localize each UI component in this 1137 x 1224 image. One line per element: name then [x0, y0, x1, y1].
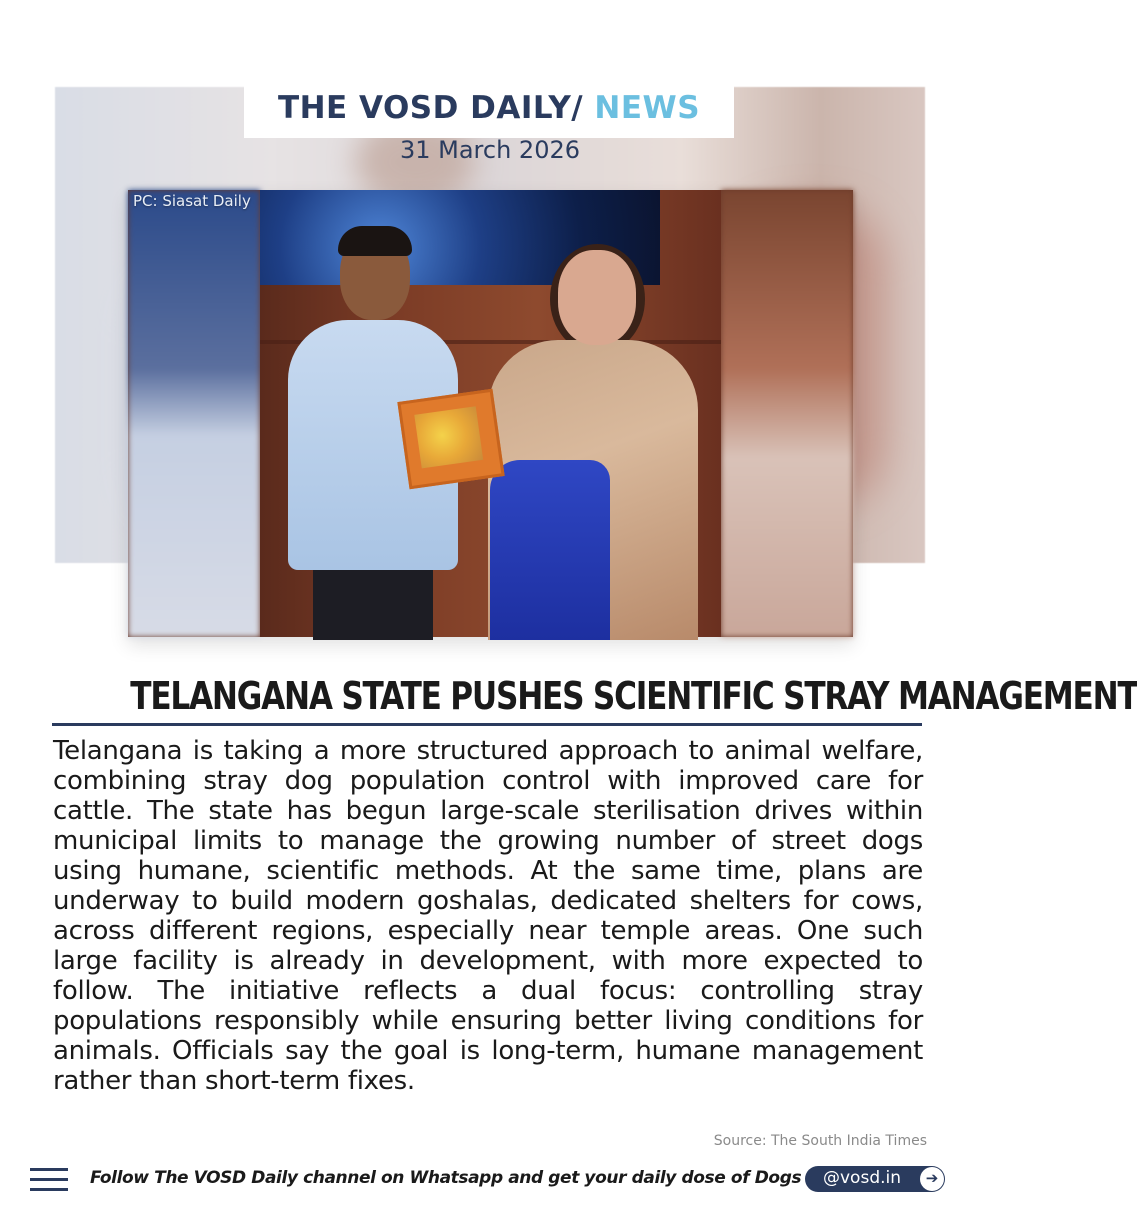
photo-man-hair: [338, 226, 412, 256]
photo-woman-shawl: [490, 460, 610, 640]
photo-blur-left: [128, 190, 260, 637]
photo-gift-frame: [397, 389, 504, 490]
photo-man-legs: [313, 560, 433, 640]
photo-blur-right: [721, 190, 853, 637]
follow-cta: Follow The VOSD Daily channel on Whatsapp and get your daily dose of Dogs: [90, 1168, 802, 1188]
masthead: [244, 86, 734, 138]
arrow-right-icon: ➔: [920, 1167, 944, 1191]
news-photo: [128, 190, 853, 637]
article-headline: TELANGANA STATE PUSHES SCIENTIFIC STRAY MANAGEMENT: [130, 674, 1137, 718]
handle-button[interactable]: [805, 1166, 945, 1192]
handle-label: @vosd.in: [823, 1168, 902, 1188]
article-body: Telangana is taking a more structured approach to animal welfare, combining stray dog population control with improved care for cattle. The state has begun large-scale sterilisation drives within municipal limits to manage the growing number of street dogs using humane, scientific methods. At the same time, plans are underway to build modern goshalas, dedicated shelters for cows, across different regions, especially near temple areas. One such large facility is already in development, with more expected to follow. The initiative reflects a dual focus: controlling stray populations responsibly while ensuring better living conditions for animals. Officials say the goal is long-term, humane management rather than short-term fixes.: [53, 736, 923, 1096]
photo-gift-picture: [414, 406, 483, 468]
masthead-brand: THE VOSD DAILY/: [277, 90, 584, 126]
photo-credit: PC: Siasat Daily: [133, 192, 251, 210]
headline-divider: [52, 723, 922, 726]
photo-woman-head: [558, 250, 636, 345]
menu-icon[interactable]: [30, 1168, 68, 1192]
publish-date: 31 March 2026: [399, 136, 581, 164]
article-source: Source: The South India Times: [713, 1133, 927, 1149]
masthead-section: NEWS: [594, 90, 701, 126]
footer-bar: [0, 1158, 980, 1202]
